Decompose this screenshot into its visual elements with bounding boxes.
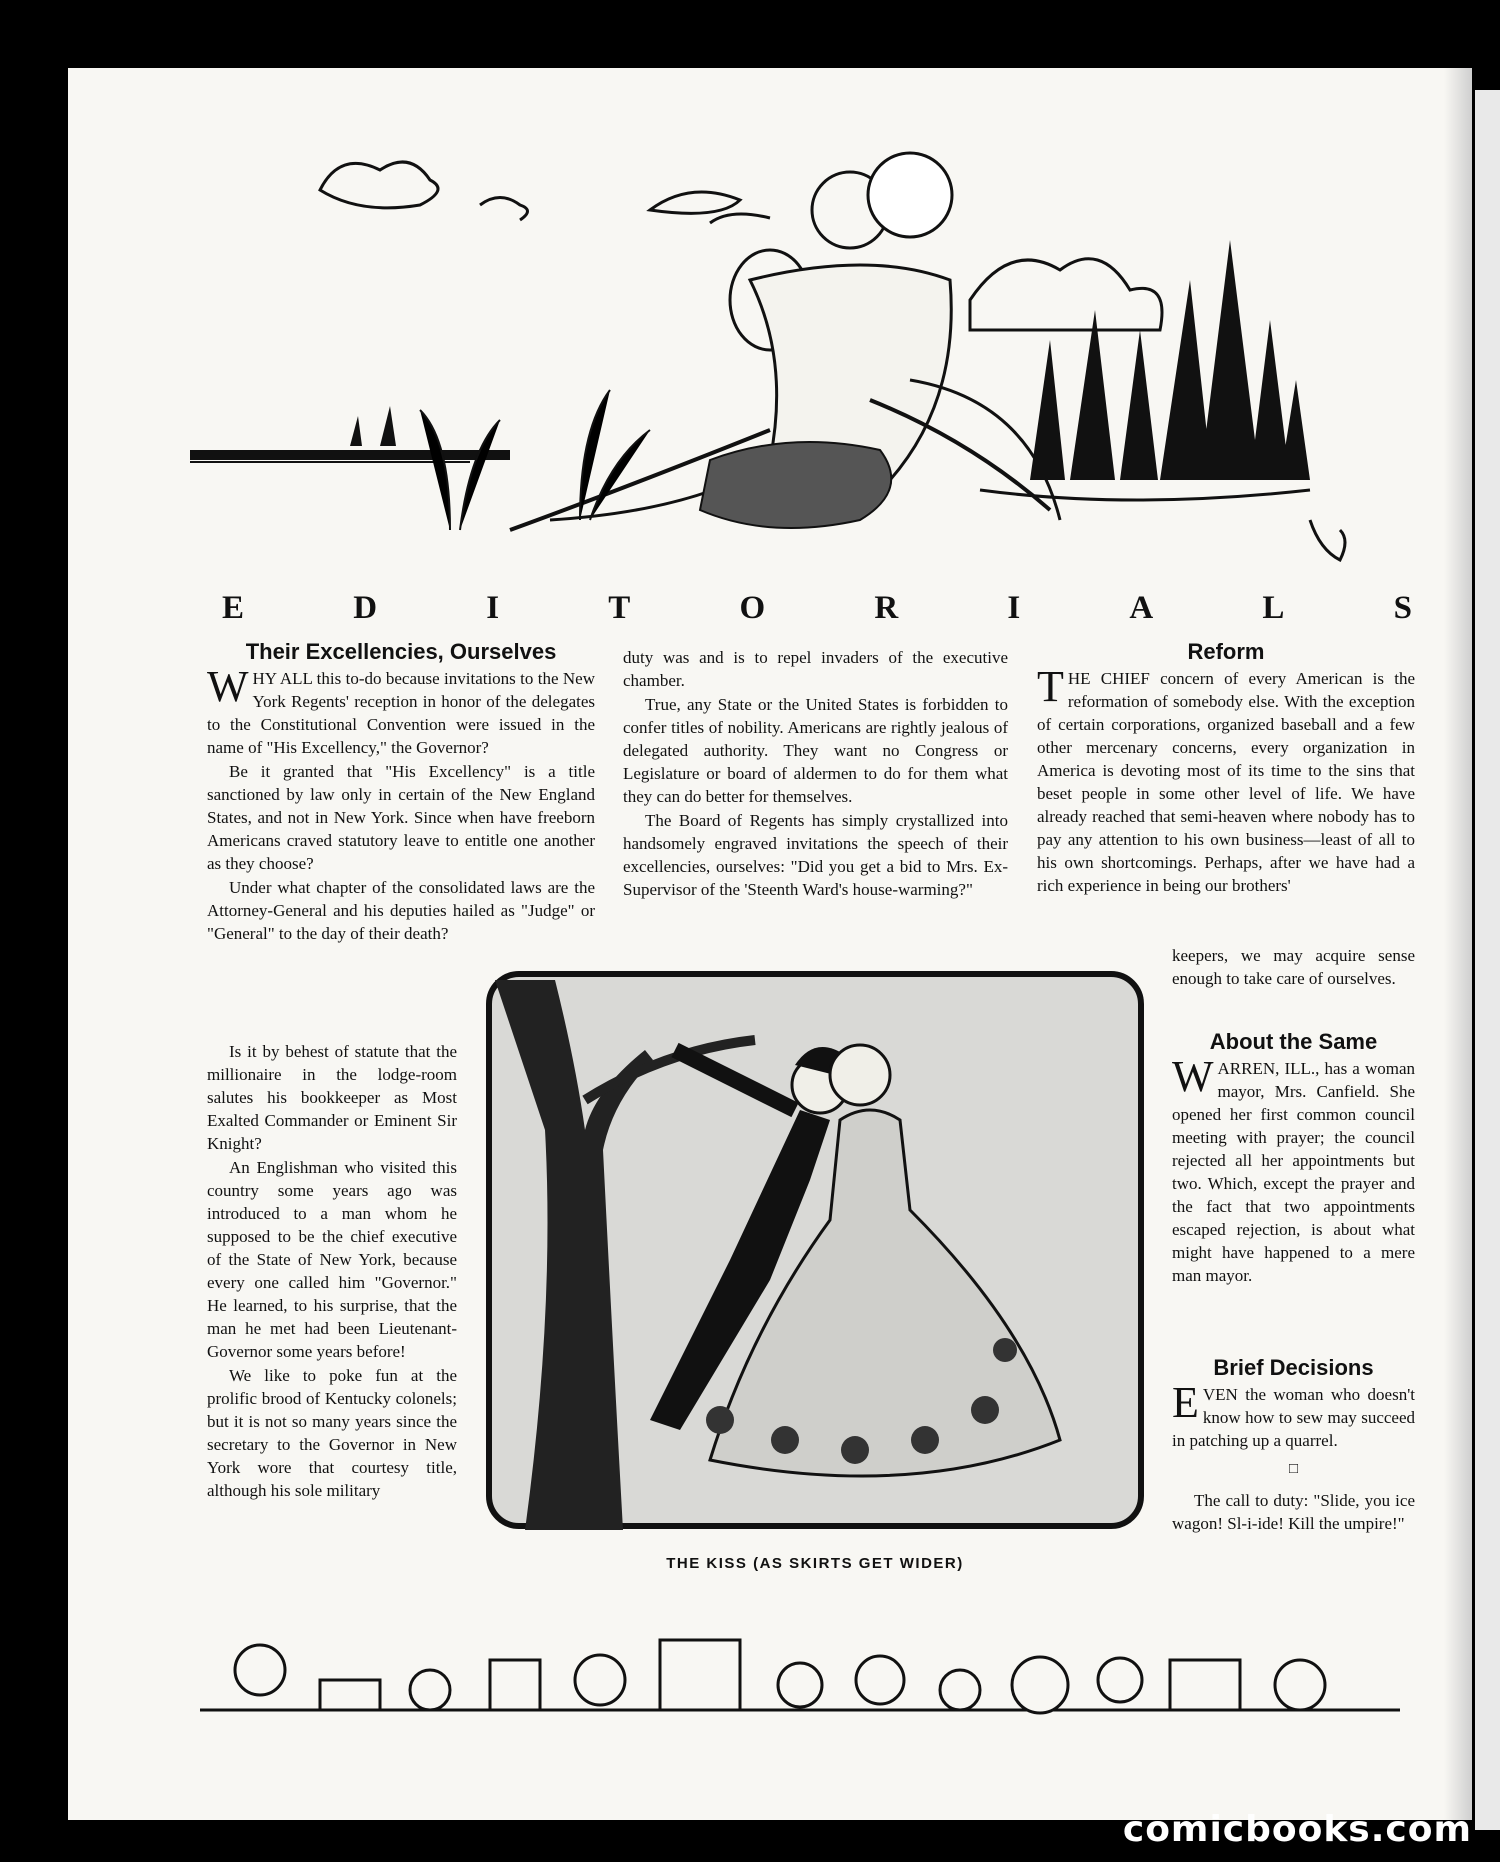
drop-cap: W (1172, 1052, 1214, 1101)
cloud-right (970, 259, 1162, 330)
paragraph: duty was and is to repel invaders of the executive chamber. (623, 648, 1008, 690)
paragraph: ARREN, ILL., has a woman mayor, Mrs. Canfield. She opened her first common council meeting with prayer; the council rejected all her appointments but two. Which, except the prayer and the fact that two appointments escaped rejection, is about what might have happened to a mere man mayor. (1172, 1059, 1415, 1285)
couple-figure (510, 153, 1060, 530)
drop-cap: E (1172, 1378, 1199, 1427)
article-heading: About the Same (1209, 1029, 1378, 1054)
paragraph: An Englishman who visited this country some years ago was introduced to a man whom he supposed to be the chief executive of the State of New York, because every one called him "Governor." He learned, to his surprise, that the man he met had been Lieutenant-Governor some years before! (207, 1158, 457, 1361)
paragraph: Is it by behest of statute that the millionaire in the lodge-room salutes his bookkeeper as Most Exalted Commander or Eminent Sir Knight? (207, 1042, 457, 1153)
article-excellencies-continued (207, 1040, 457, 1503)
paragraph: The Board of Regents has simply crystallized into handsomely engraved invitations the speech of their excellencies, ourselves: "Did you get a bid to Mrs. Ex-Supervisor of the 'Steenth Ward's house-warming?" (623, 811, 1008, 899)
article-reform (1037, 640, 1415, 898)
masthead-letter: D (353, 590, 378, 626)
masthead-letter: R (874, 590, 899, 626)
paragraph: Under what chapter of the consolidated laws are the Attorney-General and his deputies hailed as "Judge" or "General" to the day of their death? (207, 878, 595, 943)
masthead-letter: A (1129, 590, 1154, 626)
cloud-left (320, 162, 438, 208)
masthead-letter: T (608, 590, 631, 626)
page-spine-shadow (1444, 68, 1472, 1820)
masthead-letter: I (486, 590, 500, 626)
adjacent-page-edge (1475, 90, 1500, 1830)
paragraph: We like to poke fun at the prolific brood of Kentucky colonels; but it is not so many years since the secretary to the Governor in New York wore that courtesy title, although his sole military (207, 1366, 457, 1500)
masthead-letter: L (1262, 590, 1285, 626)
article-heading: Brief Decisions (1213, 1355, 1374, 1380)
illustration-caption: THE KISS (AS SKIRTS GET WIDER) (666, 1555, 964, 1572)
paragraph: keepers, we may acquire sense enough to take care of ourselves. (1172, 946, 1415, 988)
cartoon-border-band (200, 1600, 1400, 1750)
watermark: comicbooks.com (1122, 1809, 1472, 1850)
artist-signature (1310, 520, 1345, 560)
masthead-letter: I (1007, 590, 1021, 626)
section-separator: □ (1288, 1461, 1299, 1477)
masthead-letter: S (1393, 590, 1412, 626)
article-about-the-same (1172, 1030, 1415, 1288)
paragraph: Be it granted that "His Excellency" is a title sanctioned by law only in certain of the New England States, and not in New York. Since when have freeborn Americans craved statutory leave to entitle one another as they choose? (207, 762, 595, 873)
article-heading: Reform (1187, 639, 1265, 664)
paragraph: True, any State or the United States is forbidden to confer titles of nobility. Americans are rightly jealous of delegated authority. They want no Congress or Legislature or board of aldermen to do for them what they can do better for themselves. (623, 695, 1008, 806)
article-reform-continued (1172, 944, 1415, 991)
tree-line (1030, 240, 1310, 480)
article-heading: Their Excellencies, Ourselves (245, 639, 557, 664)
paragraph: The call to duty: "Slide, you ice wagon! Sl-i-ide! Kill the umpire!" (1172, 1491, 1415, 1533)
article-brief-decisions (1172, 1356, 1415, 1536)
article-excellencies-column2 (623, 646, 1008, 902)
editorials-masthead (222, 590, 1412, 627)
paragraph: VEN the woman who doesn't know how to sew may succeed in patching up a quarrel. (1172, 1385, 1415, 1450)
paragraph: HE CHIEF concern of every American is the reformation of somebody else. With the exception of certain corporations, organized baseball and a few other mercenary concerns, every organization in America is devoting most of its time to the sins that beset people in some other level of life. We have already reached that semi-heaven where nobody has to pay any attention to his own business—least of all to his own shortcomings. Perhaps, after we have had a rich experience in being our brothers' (1037, 669, 1415, 895)
kiss-illustration (485, 970, 1145, 1530)
masthead-letter: E (222, 590, 245, 626)
masthead-letter: O (739, 590, 766, 626)
hero-illustration (150, 100, 1400, 590)
article-excellencies (207, 640, 595, 946)
drop-cap: T (1037, 662, 1064, 711)
paragraph: HY ALL this to-do because invitations to the New York Regents' reception in honor of the delegates to the Constitutional Convention were issued in the name of "His Excellency," the Governor? (207, 669, 595, 757)
drop-cap: W (207, 662, 249, 711)
